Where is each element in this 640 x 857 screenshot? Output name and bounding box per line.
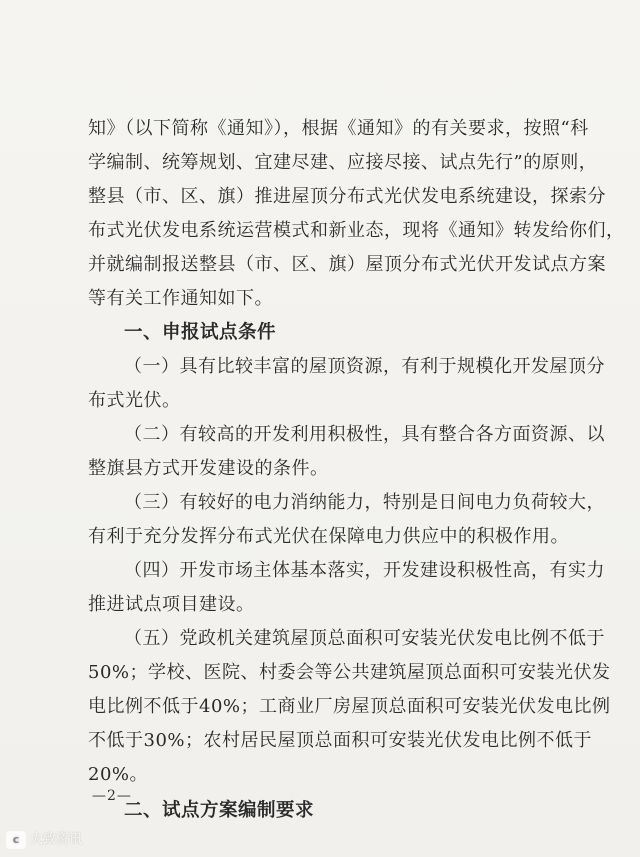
list-item-line: 有利于充分发挥分布式光伏在保障电力供应中的积极作用。 (88, 526, 569, 547)
paragraph-line: 知》（以下简称《通知》），根据《通知》的有关要求，按照“科 (88, 118, 589, 139)
list-item-line: （五）党政机关建筑屋顶总面积可安装光伏发电比例不低于 (124, 628, 605, 649)
watermark-logo-icon: c (6, 831, 26, 849)
paragraph-line: 布式光伏发电系统运营模式和新业态，现将《通知》转发给你们， (88, 220, 625, 241)
list-item-line: 电比例不低于40%；工商业厂房屋顶总面积可安装光伏发电比例 (88, 696, 611, 717)
list-item-line: 不低于30%；农村居民屋顶总面积可安装光伏发电比例不低于 (88, 730, 593, 751)
section-heading: 二、试点方案编制要求 (124, 800, 315, 821)
watermark (6, 831, 82, 849)
list-item-line: （二）有较高的开发利用积极性，具有整合各方面资源、以 (124, 424, 605, 445)
list-item-line: （三）有较好的电力消纳能力，特别是日间电力负荷较大， (124, 492, 605, 513)
list-item-line: （一）具有比较丰富的屋顶资源，有利于规模化开发屋顶分 (124, 356, 605, 377)
page-number: —2— (92, 788, 132, 804)
paragraph-line: 整县（市、区、旗）推进屋顶分布式光伏发电系统建设，探索分 (88, 186, 606, 207)
watermark-text: 大致资讯 (30, 832, 83, 847)
list-item-line: （四）开发市场主体基本落实，开发建设积极性高，有实力 (124, 560, 605, 581)
paragraph-line: 并就编制报送整县（市、区、旗）屋顶分布式光伏开发试点方案 (88, 254, 606, 275)
list-item-line: 布式光伏。 (88, 390, 181, 411)
list-item-line: 推进试点项目建设。 (88, 594, 255, 615)
list-item-line: 20%。 (88, 764, 149, 785)
paragraph-line: 学编制、统筹规划、宜建尽建、应接尽接、试点先行”的原则， (88, 152, 598, 173)
list-item-line: 整旗县方式开发建设的条件。 (88, 458, 329, 479)
list-item-line: 50%；学校、医院、村委会等公共建筑屋顶总面积可安装光伏发 (88, 662, 611, 683)
section-heading: 一、申报试点条件 (124, 322, 277, 343)
paragraph-line: 等有关工作通知如下。 (88, 288, 273, 309)
